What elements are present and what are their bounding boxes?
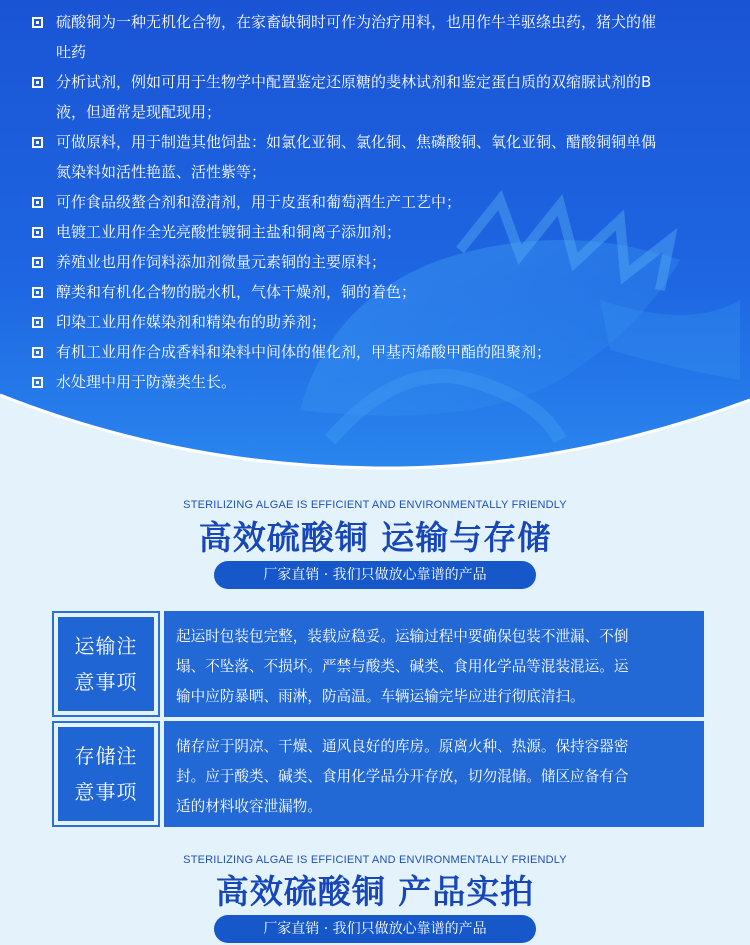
notice-label-line: 存储注 [74, 744, 138, 768]
square-bullet-icon [32, 257, 43, 268]
storage-notice [52, 721, 704, 827]
notice-text-line: 适的材料收容泄漏物。 [176, 798, 322, 815]
notice-label-line: 意事项 [74, 670, 138, 694]
square-bullet-icon [32, 227, 43, 238]
transport-notice [52, 611, 704, 717]
notice-body [162, 721, 704, 827]
notice-label-box [52, 721, 160, 827]
list-item: 养殖业也用作饲料添加剂微量元素铜的主要原料； [32, 247, 732, 277]
notice-text-line: 输中应防暴晒、雨淋，防高温。车辆运输完毕应进行彻底清扫。 [176, 688, 585, 705]
notice-text-line: 塌、不坠落、不损坏。严禁与酸类、碱类、食用化学品等混装混运。运 [176, 658, 629, 675]
square-bullet-icon [32, 317, 43, 328]
slogan-pill: 厂家直销 · 我们只做放心靠谱的产品 [214, 561, 536, 589]
list-item: 分析试剂，例如可用于生物学中配置鉴定还原糖的斐林试剂和鉴定蛋白质的双缩脲试剂的B 液，但通常是现配现用； [32, 67, 732, 127]
section-subtitle-en: STERILIZING ALGAE IS EFFICIENT AND ENVIRONMENTALLY FRIENDLY [183, 854, 567, 866]
uses-section [0, 0, 750, 470]
notice-text-line: 储存应于阴凉、干燥、通风良好的库房。原离火种、热源。保持容器密 [176, 738, 629, 755]
square-bullet-icon [32, 377, 43, 388]
notice-label-line: 意事项 [74, 780, 138, 804]
notice-text-line: 起运时包装包完整，装载应稳妥。运输过程中要确保包装不泄漏、不倒 [176, 628, 629, 645]
square-bullet-icon [32, 347, 43, 358]
square-bullet-icon [32, 197, 43, 208]
notice-label-box [52, 611, 160, 717]
square-bullet-icon [32, 77, 43, 88]
notice-label-line: 运输注 [74, 634, 138, 658]
list-item: 可作食品级螯合剂和澄清剂，用于皮蛋和葡萄酒生产工艺中； [32, 187, 732, 217]
list-item: 水处理中用于防藻类生长。 [32, 367, 732, 397]
section-title: 高效硫酸铜 运输与存储 [198, 518, 552, 557]
square-bullet-icon [32, 17, 43, 28]
list-item: 可做原料，用于制造其他饲盐：如氯化亚铜、氯化铜、焦磷酸铜、氧化亚铜、醋酸铜铜单偶 氮染料如活性艳蓝、活性紫等； [32, 127, 732, 187]
list-item: 醇类和有机化合物的脱水机，气体干燥剂，铜的着色； [32, 277, 732, 307]
square-bullet-icon [32, 287, 43, 298]
list-item: 印染工业用作媒染剂和精染布的助养剂； [32, 307, 732, 337]
section-subtitle-en: STERILIZING ALGAE IS EFFICIENT AND ENVIRONMENTALLY FRIENDLY [183, 499, 567, 511]
list-item: 硫酸铜为一种无机化合物，在家畜缺铜时可作为治疗用料，也用作牛羊驱绦虫药，猪犬的催 吐药 [32, 7, 732, 67]
notice-body [162, 611, 704, 717]
list-item: 有机工业用作合成香料和染料中间体的催化剂，甲基丙烯酸甲酯的阻聚剂； [32, 337, 732, 367]
list-item: 电镀工业用作全光亮酸性镀铜主盐和铜离子添加剂； [32, 217, 732, 247]
section-title: 高效硫酸铜 产品实拍 [215, 872, 535, 911]
notice-text-line: 封。应于酸类、碱类、食用化学品分开存放，切勿混储。储区应备有合 [176, 768, 629, 785]
slogan-pill: 厂家直销 · 我们只做放心靠谱的产品 [214, 915, 536, 943]
square-bullet-icon [32, 137, 43, 148]
